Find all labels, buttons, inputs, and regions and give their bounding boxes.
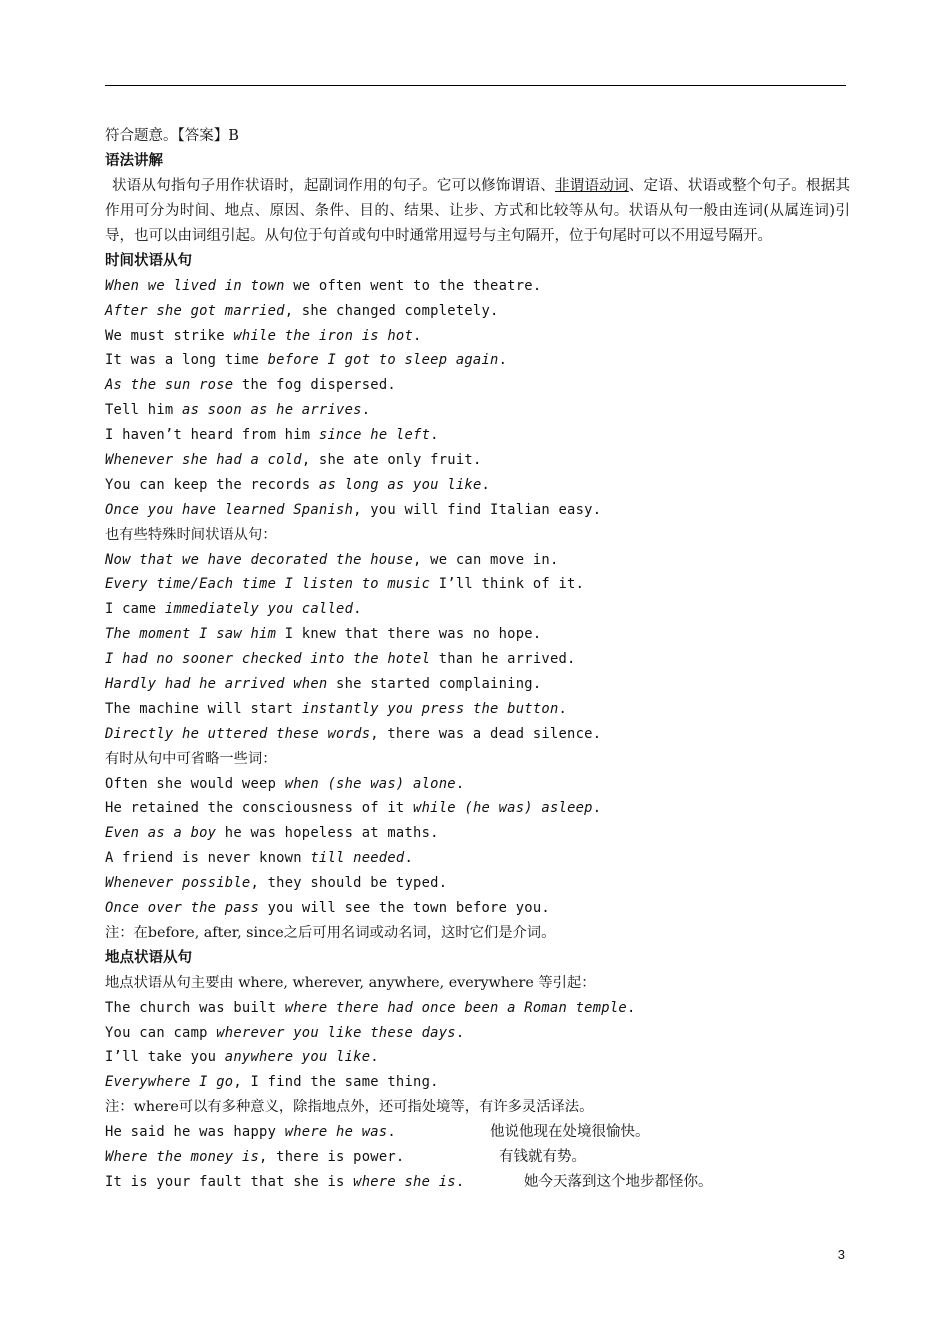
main-text: than he arrived.	[430, 651, 576, 668]
clause-text: Whenever she had a cold	[105, 452, 302, 469]
main-text: we often went to the theatre.	[284, 277, 542, 294]
example-sentence	[105, 772, 850, 797]
main-text: he was hopeless at maths.	[216, 825, 439, 842]
grammar-heading: 语法讲解	[105, 153, 163, 169]
clause-text: while (he was) asleep	[413, 800, 593, 817]
chinese-translation: 她今天落到这个地步都怪你。	[524, 1173, 713, 1190]
clause-text: Where the money is	[105, 1148, 260, 1165]
chinese-translation: 有钱就有势。	[499, 1148, 586, 1165]
place-clause-heading: 地点状语从句	[105, 949, 192, 966]
where-example-list	[105, 1120, 850, 1195]
clause-text: Every time/Each time I listen to music	[105, 576, 431, 593]
grammar-paragraph	[105, 174, 850, 249]
document-body	[105, 124, 850, 1195]
main-text: , they should be typed.	[250, 875, 448, 892]
main-text: He said he was happy	[105, 1124, 285, 1141]
main-text: The church was built	[105, 999, 285, 1016]
main-text: , she changed completely.	[284, 302, 499, 319]
example-sentence	[105, 324, 850, 349]
non-finite-verb-link[interactable]: 非谓语动词	[554, 177, 629, 194]
example-sentence	[105, 1045, 850, 1070]
main-text: I came	[105, 601, 165, 618]
clause-text: till needed	[310, 850, 405, 867]
clause-text: Hardly had he arrived when	[105, 676, 328, 693]
grammar-text-b: 、定语、状语或整个句子。根据其作用可分为时间、地点、原因、条件、目的、结果、让步、方式和比较等从句。状语从句一般由连词(从属连词)引导，也可以由词组引起。从句位于句首或句中时通常用逗号与主句隔开，位于句尾时可以不用逗号隔开。	[105, 177, 851, 244]
chinese-translation: 他说他现在处境很愉快。	[490, 1124, 650, 1141]
main-text: she started complaining.	[327, 676, 542, 693]
main-text: .	[481, 476, 491, 493]
main-text: You can keep the records	[105, 476, 319, 493]
clause-text: Even as a boy	[105, 825, 217, 842]
main-text: .	[455, 1173, 465, 1190]
grammar-text-a: 状语从句指句子用作状语时，起副词作用的句子。它可以修饰谓语、	[112, 177, 555, 194]
main-text: , you will find Italian easy.	[353, 501, 602, 518]
clause-text: instantly you press the button	[301, 700, 559, 717]
clause-text: while the iron is hot	[233, 327, 414, 344]
example-sentence	[105, 274, 850, 299]
example-sentence	[105, 597, 850, 622]
clause-text: The moment I saw him	[105, 626, 277, 643]
main-text: Tell him	[105, 402, 183, 419]
main-text: I’ll take you	[105, 1049, 225, 1066]
special-time-note: 也有些特殊时间状语从句：	[105, 526, 277, 543]
example-sentence	[105, 846, 850, 871]
clause-text: Everywhere I go	[105, 1074, 234, 1091]
clause-text: After she got married	[105, 302, 285, 319]
main-text: It was a long time	[105, 352, 268, 369]
main-text: A friend is never known	[105, 850, 311, 867]
clause-text: Once you have learned Spanish	[105, 501, 354, 518]
main-text: , there was a dead silence.	[370, 725, 602, 742]
place-intro: 地点状语从句主要由 where, wherever, anywhere, everywhere 等引起：	[105, 974, 596, 991]
example-sentence	[105, 722, 850, 747]
page-number: 3	[837, 1247, 845, 1262]
place-example-list	[105, 996, 850, 1096]
example-sentence	[105, 299, 850, 324]
time-example-list	[105, 274, 850, 523]
clause-text: as long as you like	[318, 476, 482, 493]
main-text: .	[455, 775, 465, 792]
main-text: The machine will start	[105, 700, 302, 717]
example-sentence	[105, 796, 850, 821]
omit-note: 有时从句中可省略一些词：	[105, 750, 277, 767]
main-text: .	[387, 1124, 396, 1141]
main-text: .	[430, 427, 439, 444]
main-text: , we can move in.	[413, 551, 559, 568]
time-clause-heading: 时间状语从句	[105, 252, 192, 269]
special-example-list	[105, 548, 850, 747]
main-text: .	[558, 700, 568, 717]
clause-text: I had no sooner checked into the hotel	[105, 651, 431, 668]
clause-text: where there had once been a Roman temple	[284, 999, 627, 1016]
example-sentence	[105, 647, 850, 672]
translated-example	[105, 1120, 850, 1145]
clause-text: Once over the pass	[105, 900, 260, 917]
main-text: , I find the same thing.	[233, 1074, 439, 1091]
example-sentence	[105, 896, 850, 921]
main-text: We must strike	[105, 327, 234, 344]
main-text: .	[413, 327, 422, 344]
example-sentence	[105, 373, 850, 398]
clause-text: since he left	[318, 427, 431, 444]
main-text: .	[626, 999, 636, 1016]
main-text: It is your fault that she is	[105, 1173, 354, 1190]
clause-text: where he was	[284, 1124, 388, 1141]
translated-example	[105, 1145, 850, 1170]
example-sentence	[105, 622, 850, 647]
example-sentence	[105, 871, 850, 896]
clause-text: when (she was) alone	[284, 775, 456, 792]
main-text: .	[455, 1024, 465, 1041]
main-text: .	[370, 1049, 379, 1066]
main-text: .	[361, 402, 371, 419]
example-sentence	[105, 996, 850, 1021]
clause-text: When we lived in town	[105, 277, 285, 294]
clause-text: where she is	[353, 1173, 456, 1190]
main-text: .	[498, 352, 508, 369]
clause-text: wherever you like these days	[216, 1024, 456, 1041]
answer-line: 符合题意。【答案】B	[105, 128, 239, 144]
clause-text: As the sun rose	[105, 377, 234, 394]
example-sentence	[105, 672, 850, 697]
preposition-note: 注：在before, after, since之后可用名词或动名词，这时它们是介词。	[105, 924, 556, 941]
main-text: , she ate only fruit.	[301, 452, 482, 469]
main-text: You can camp	[105, 1024, 217, 1041]
example-sentence	[105, 398, 850, 423]
main-text: you will see the town before you.	[259, 900, 550, 917]
clause-text: Directly he uttered these words	[105, 725, 371, 742]
example-sentence	[105, 548, 850, 573]
omit-example-list	[105, 772, 850, 921]
example-sentence	[105, 423, 850, 448]
example-sentence	[105, 498, 850, 523]
main-text: , there is power.	[259, 1148, 405, 1165]
example-sentence	[105, 348, 850, 373]
main-text: .	[353, 601, 362, 618]
clause-text: anywhere you like	[224, 1049, 371, 1066]
example-sentence	[105, 448, 850, 473]
clause-text: as soon as he arrives	[182, 402, 362, 419]
example-sentence	[105, 821, 850, 846]
clause-text: immediately you called	[164, 601, 354, 618]
example-sentence	[105, 1021, 850, 1046]
example-sentence	[105, 1070, 850, 1095]
main-text: .	[592, 800, 602, 817]
clause-text: Whenever possible	[105, 875, 251, 892]
translated-example	[105, 1170, 850, 1195]
example-sentence	[105, 572, 850, 597]
clause-text: before I got to sleep again	[267, 352, 499, 369]
header-rule	[105, 85, 846, 86]
clause-text: Now that we have decorated the house	[105, 551, 414, 568]
main-text: He retained the consciousness of it	[105, 800, 414, 817]
main-text: I haven’t heard from him	[105, 427, 319, 444]
example-sentence	[105, 697, 850, 722]
main-text: Often she would weep	[105, 775, 285, 792]
main-text: I knew that there was no hope.	[276, 626, 542, 643]
main-text: .	[404, 850, 414, 867]
main-text: I’ll think of it.	[430, 576, 585, 593]
main-text: the fog dispersed.	[233, 377, 396, 394]
where-note: 注：where可以有多种意义，除指地点外，还可指处境等，有许多灵活译法。	[105, 1099, 594, 1116]
example-sentence	[105, 473, 850, 498]
